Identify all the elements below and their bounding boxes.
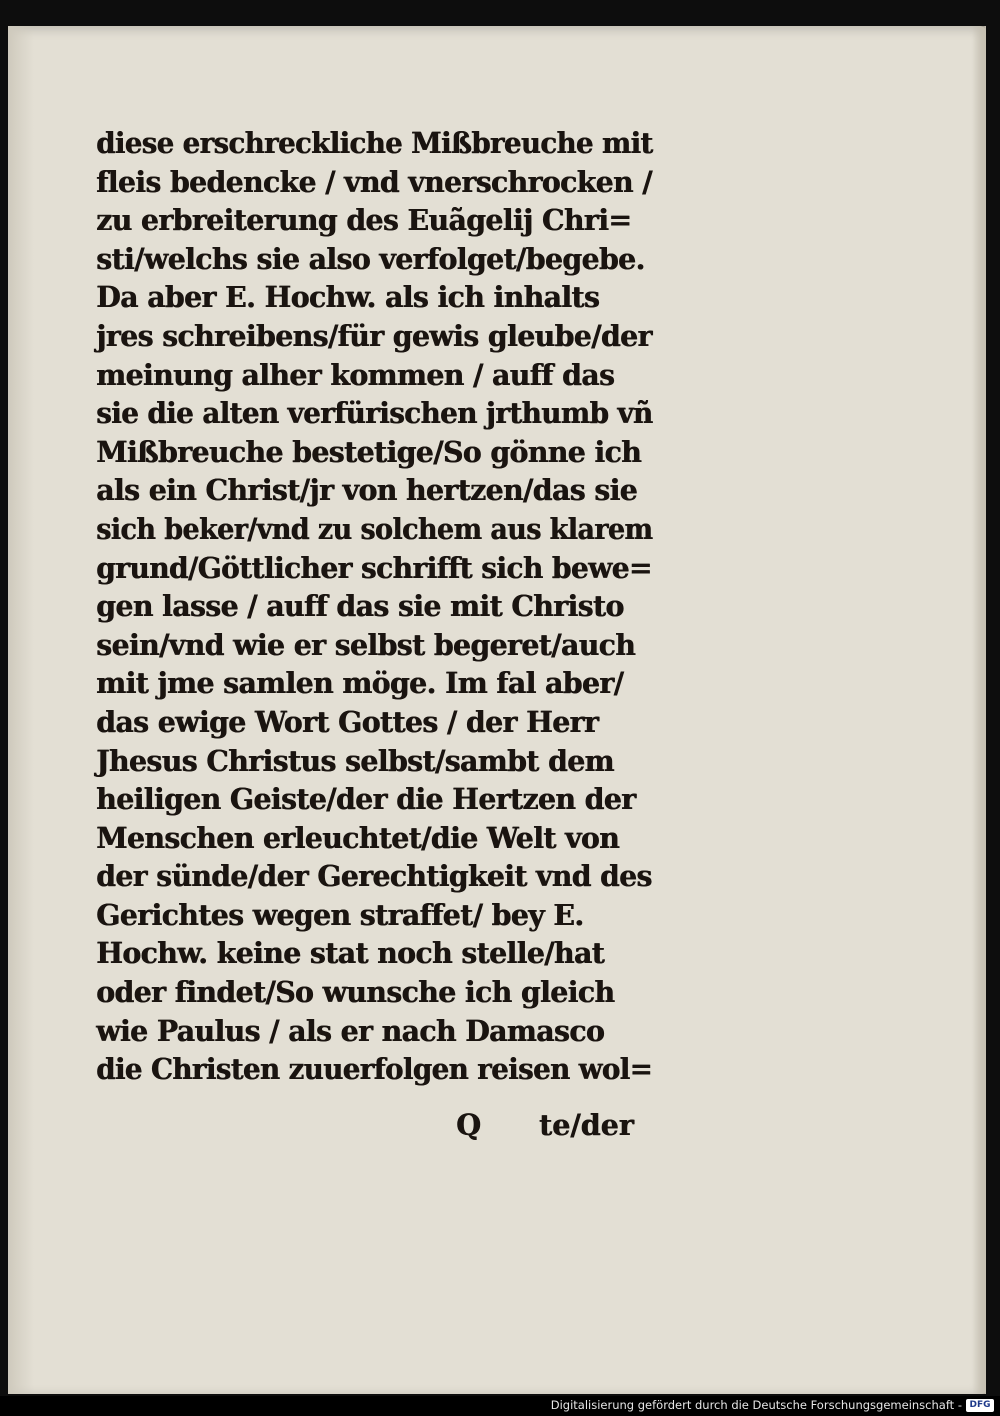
signature-mark: Q (456, 1108, 481, 1142)
text-line: wie Paulus / als er nach Damasco (96, 1013, 605, 1048)
text-line: Jhesus Christus selbst/sambt dem (96, 743, 614, 778)
text-line: Mißbreuche bestetige/So gönne ich (96, 434, 641, 469)
text-line: Da aber E. Hochw. als ich inhalts (96, 280, 600, 315)
text-line: sein/vnd wie er selbst begeret/auch (96, 627, 636, 662)
body-text (96, 124, 656, 1089)
text-line: diese erschreckliche Mißbreuche mit (96, 126, 653, 160)
text-line: jres schreibens/für gewis gleube/der (96, 318, 652, 353)
page-gutter-shadow (8, 26, 34, 1394)
text-line: gen lasse / auff das sie mit Christo (96, 589, 624, 624)
text-line: als ein Christ/jr von hertzen/das sie (96, 473, 637, 508)
text-line: das ewige Wort Gottes / der Herr (96, 704, 599, 739)
text-line: grund/Göttlicher schrifft sich bewe= (96, 550, 652, 585)
text-line: mit jme samlen möge. Im fal aber/ (96, 666, 624, 701)
catchword: te/der (538, 1108, 634, 1142)
text-line: sich beker/vnd zu solchem aus klarem (96, 511, 653, 546)
text-line: Gerichtes wegen straffet/ bey E. (96, 897, 584, 932)
dfg-logo: DFG (966, 1399, 994, 1412)
page-foot (456, 1108, 634, 1142)
page-edge-shadow (972, 26, 986, 1394)
text-line: Hochw. keine stat noch stelle/hat (96, 936, 604, 971)
text-line: der sünde/der Gerechtigkeit vnd des (96, 859, 652, 894)
footer-credit: Digitalisierung gefördert durch die Deutsche Forschungsgemeinschaft - (550, 1398, 962, 1412)
text-line: Menschen erleuchtet/die Welt von (96, 820, 619, 855)
text-line: heiligen Geiste/der die Hertzen der (96, 782, 636, 817)
text-line: die Christen zuuerfolgen reisen wol= (96, 1052, 653, 1087)
text-line: sie die alten verfürischen jrthumb vñ (96, 396, 653, 431)
text-line: meinung alher kommen / auff das (96, 357, 615, 392)
text-line: oder findet/So wunsche ich gleich (96, 975, 615, 1010)
text-line: sti/welchs sie also verfolget/begebe. (96, 241, 645, 276)
text-line: fleis bedencke / vnd vnerschrocken / (96, 164, 652, 199)
text-line: zu erbreiterung des Euãgelij Chri= (96, 203, 632, 238)
footer-bar (0, 1396, 1000, 1416)
